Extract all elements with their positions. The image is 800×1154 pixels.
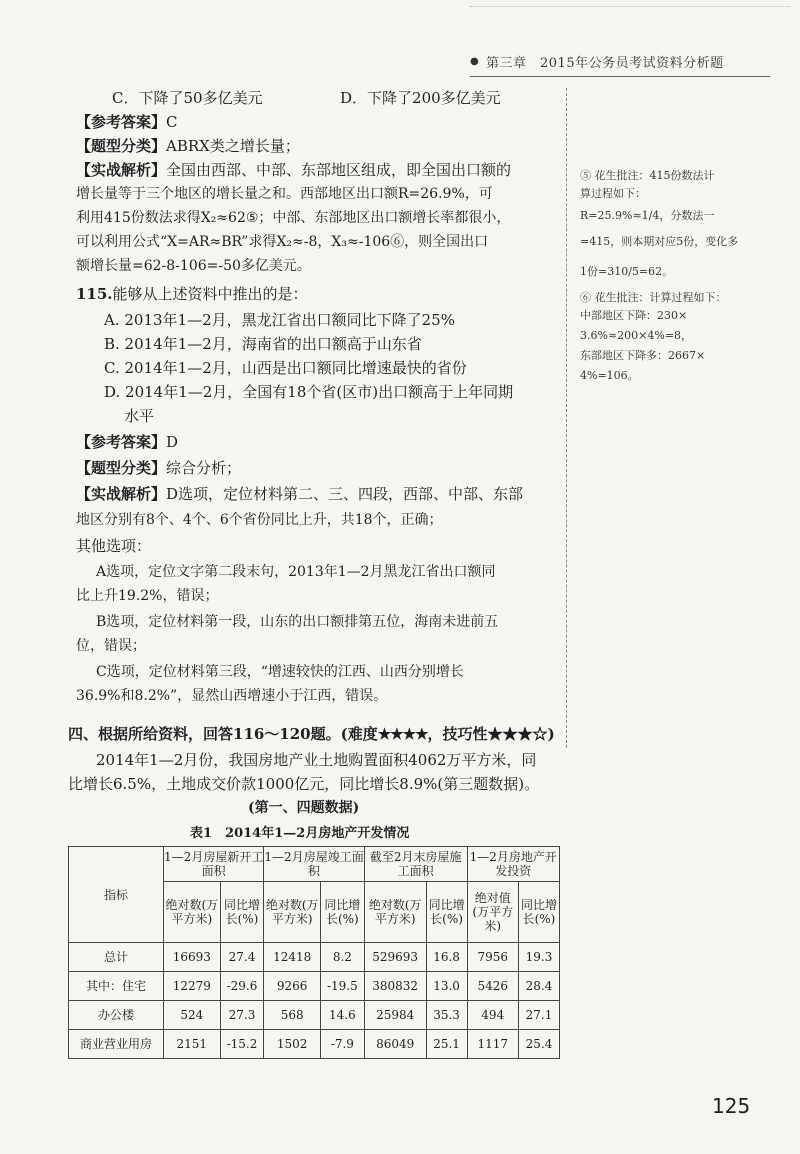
table-cell: 380832	[364, 972, 426, 1001]
q115-type-row	[76, 458, 241, 478]
table-cell: 35.3	[426, 1001, 467, 1030]
q115-option-d-cont: 水平	[124, 407, 155, 425]
table-cell: 5426	[467, 972, 518, 1001]
q115-option-c: C. 2014年1—2月，山西是出口额同比增速最快的省份	[104, 359, 467, 377]
column-divider	[566, 88, 567, 748]
table-cell: -7.9	[320, 1030, 364, 1059]
analysis-line: 地区分别有8个、4个、6个省份同比上升，共18个，正确；	[76, 512, 443, 528]
type-label: 【题型分类】	[76, 459, 167, 477]
question-text: 能够从上述资料中推出的是：	[112, 285, 308, 303]
option-c: C．下降了50多亿美元	[112, 89, 263, 107]
table-cell: 1502	[264, 1030, 321, 1059]
table-cell: 16.8	[426, 943, 467, 972]
table-cell: 8.2	[320, 943, 364, 972]
option-d: D．下降了200多亿美元	[340, 89, 501, 107]
sub-header: 同比增长(%)	[220, 882, 264, 943]
other-line: A选项，定位文字第二段末句，2013年1—2月黑龙江省出口额同	[96, 564, 496, 580]
analysis-line: 全国由西部、中部、东部地区组成，即全国出口额的	[166, 161, 512, 179]
running-header	[470, 50, 770, 74]
row-label: 商业营业用房	[69, 1030, 164, 1059]
side-note-6-line: 4%=106。	[580, 369, 639, 382]
side-note-6-line: 东部地区下降多：2667×	[580, 349, 706, 362]
answer-value: C	[166, 113, 178, 131]
data-table	[68, 846, 560, 1059]
scan-noise-line	[470, 6, 790, 13]
table-cell: 25.1	[426, 1030, 467, 1059]
section-title-post: )	[547, 725, 555, 743]
header-bullet-icon: ●	[470, 56, 479, 67]
answer-label: 【参考答案】	[76, 113, 167, 131]
table-cell: -29.6	[220, 972, 264, 1001]
section-title-mid: ，技巧性	[427, 725, 488, 743]
answer-value: D	[166, 433, 179, 451]
type-label: 【题型分类】	[76, 137, 167, 155]
group-header: 1—2月房屋竣工面积	[264, 847, 364, 882]
table-cell: 86049	[364, 1030, 426, 1059]
row-label: 总计	[69, 943, 164, 972]
header-rule	[470, 76, 770, 77]
q115-option-b: B. 2014年1—2月，海南省的出口额高于山东省	[104, 335, 422, 353]
table-row	[69, 1001, 560, 1030]
other-line: B选项，定位材料第一段，山东的出口额排第五位，海南未进前五	[96, 614, 499, 630]
table-cell: -19.5	[320, 972, 364, 1001]
question-number: 115.	[76, 285, 113, 303]
analysis-line: D选项，定位材料第二、三、四段，西部、中部、东部	[166, 485, 524, 503]
table-cell: 12418	[264, 943, 321, 972]
table-cell: 13.0	[426, 972, 467, 1001]
q114-type-row	[76, 136, 300, 156]
table-cell: 19.3	[518, 943, 559, 972]
other-line: 比上升19.2%，错误；	[76, 588, 219, 604]
header-text: 第三章 2015年公务员考试资料分析题	[486, 56, 724, 71]
table-cell: 529693	[364, 943, 426, 972]
other-line: C选项，定位材料第三段，“增速较快的江西、山西分别增长	[96, 664, 464, 680]
group-header: 截至2月末房屋施工面积	[364, 847, 467, 882]
table-cell: -15.2	[220, 1030, 264, 1059]
analysis-line: 额增长量=62-8-106=-50多亿美元。	[76, 258, 311, 274]
table-row	[69, 1030, 560, 1059]
table-cell: 25984	[364, 1001, 426, 1030]
row-label: 其中：住宅	[69, 972, 164, 1001]
data-source-label: (第一、四题数据)	[248, 800, 360, 816]
sub-header: 同比增长(%)	[518, 882, 559, 943]
analysis-line: 可以利用公式“X=AR≈BR”求得X₂≈-8，X₃≈-106⑥，则全国出口	[76, 234, 489, 250]
page-number: 125	[712, 1094, 751, 1118]
table-cell: 494	[467, 1001, 518, 1030]
type-value: 综合分析；	[166, 459, 242, 477]
table-cell: 25.4	[518, 1030, 559, 1059]
table-cell: 14.6	[320, 1001, 364, 1030]
q114-answer-row	[76, 112, 178, 132]
type-value: ABRX类之增长量；	[166, 137, 300, 155]
table-cell: 7956	[467, 943, 518, 972]
table-cell: 12279	[164, 972, 221, 1001]
other-options-label: 其他选项：	[76, 537, 152, 555]
table-cell: 2151	[164, 1030, 221, 1059]
table-cell: 27.3	[220, 1001, 264, 1030]
section-4-title	[68, 724, 555, 744]
group-header: 1—2月房地产开发投资	[467, 847, 559, 882]
table-cell: 16693	[164, 943, 221, 972]
section-title-pre: 四、根据所给资料，回答116～120题。(难度	[68, 725, 378, 743]
section-4-para-line: 比增长6.5%，土地成交价款1000亿元，同比增长8.9%(第三题数据)。	[68, 775, 540, 793]
analysis-label: 【实战解析】	[76, 485, 167, 503]
q115-stem	[76, 284, 308, 304]
table-title: 表1 2014年1—2月房地产开发情况	[190, 826, 410, 841]
q114-analysis-row	[76, 160, 511, 180]
sub-header: 绝对值(万平方米)	[467, 882, 518, 943]
sub-header: 绝对数(万平方米)	[364, 882, 426, 943]
sub-header: 绝对数(万平方米)	[164, 882, 221, 943]
answer-label: 【参考答案】	[76, 433, 167, 451]
table-cell: 568	[264, 1001, 321, 1030]
sub-header: 同比增长(%)	[426, 882, 467, 943]
side-note-6-line: ⑥ 花生批注：计算过程如下：	[580, 291, 727, 304]
table-cell: 27.1	[518, 1001, 559, 1030]
difficulty-stars: ★★★★	[377, 725, 428, 743]
q115-answer-row	[76, 432, 178, 452]
side-note-5-line: =415，则本期对应5份，变化多	[580, 235, 739, 248]
table-row	[69, 943, 560, 972]
section-4-para-line: 2014年1—2月份，我国房地产业土地购置面积4062万平方米，同	[96, 751, 537, 769]
q115-analysis-row	[76, 484, 523, 504]
q115-option-a: A. 2013年1—2月，黑龙江省出口额同比下降了25%	[104, 311, 455, 329]
side-note-5-line: 算过程如下：	[580, 187, 646, 200]
side-note-6-line: 3.6%≈200×4%=8，	[580, 329, 693, 342]
analysis-line: 增长量等于三个地区的增长量之和。西部地区出口额R=26.9%，可	[76, 186, 493, 202]
analysis-line: 利用415份数法求得X₂≈62⑤；中部、东部地区出口额增长率都很小，	[76, 210, 511, 226]
side-note-5-line: ⑤ 花生批注：415份数法计	[580, 169, 715, 182]
row-label: 办公楼	[69, 1001, 164, 1030]
side-note-6-line: 中部地区下降：230×	[580, 309, 688, 322]
other-line: 位，错误；	[76, 638, 146, 654]
sub-header: 同比增长(%)	[320, 882, 364, 943]
table-cell: 524	[164, 1001, 221, 1030]
sub-header: 绝对数(万平方米)	[264, 882, 321, 943]
table-cell: 27.4	[220, 943, 264, 972]
analysis-label: 【实战解析】	[76, 161, 167, 179]
table-cell: 28.4	[518, 972, 559, 1001]
group-header: 1—2月房屋新开工面积	[164, 847, 264, 882]
q115-option-d: D. 2014年1—2月，全国有18个省(区市)出口额高于上年同期	[104, 383, 514, 401]
table-row	[69, 972, 560, 1001]
side-note-5-line: R=25.9%≈1/4，分数法一	[580, 209, 715, 222]
side-note-5-line: 1份=310/5=62。	[580, 265, 674, 278]
other-line: 36.9%和8.2%”，显然山西增速小于江西，错误。	[76, 688, 388, 704]
row-header-cell: 指标	[69, 847, 164, 943]
table-cell: 1117	[467, 1030, 518, 1059]
skill-stars: ★★★☆	[487, 725, 548, 743]
table-cell: 9266	[264, 972, 321, 1001]
